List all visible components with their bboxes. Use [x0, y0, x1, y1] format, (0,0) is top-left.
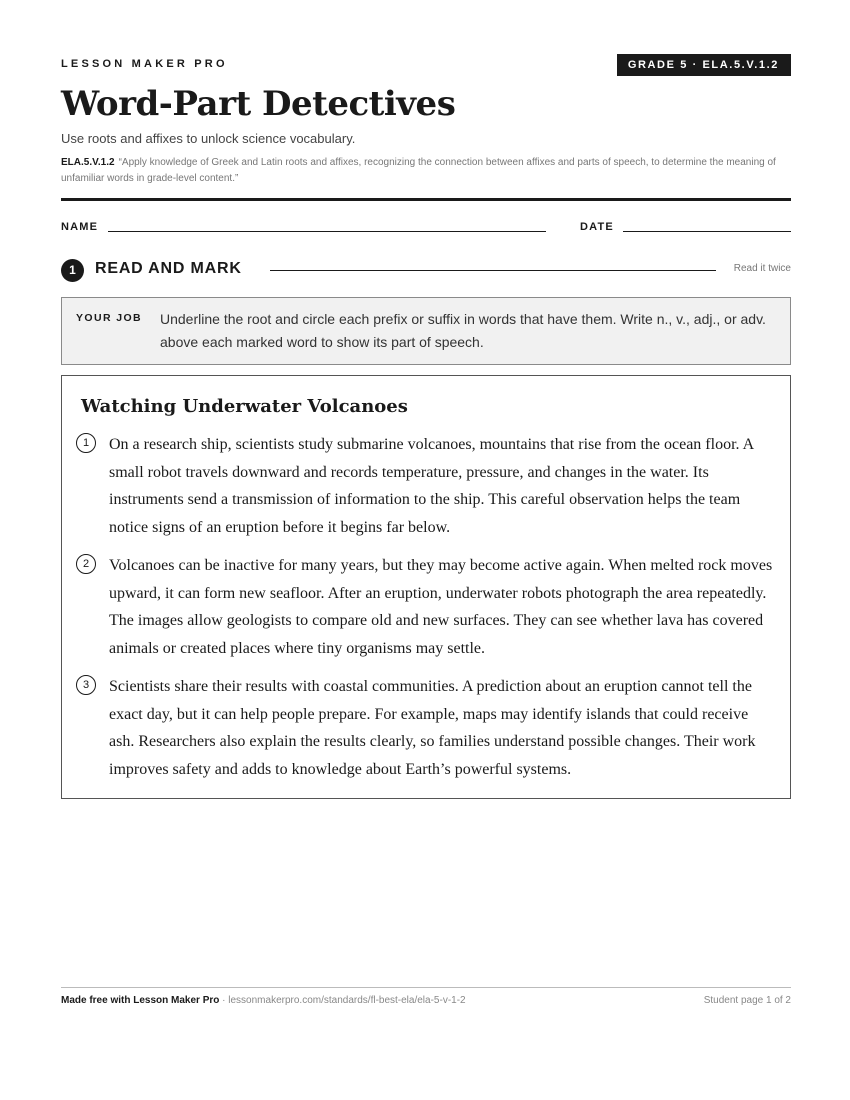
standard-code: ELA.5.V.1.2	[61, 157, 115, 168]
name-label: NAME	[61, 221, 99, 233]
standard-text: “Apply knowledge of Greek and Latin roots and affixes, recognizing the connection between affixes and parts of speech, to determine the meaning of unfamiliar words in grade-level content.”	[61, 157, 776, 184]
grade-badge: GRADE 5 · ELA.5.V.1.2	[617, 54, 791, 76]
brand-name: LESSON MAKER PRO	[61, 58, 228, 70]
section-header	[61, 258, 791, 282]
footer-page-number: Student page 1 of 2	[703, 995, 791, 1006]
footer-made-with: Made free with Lesson Maker Pro	[61, 995, 220, 1006]
section-rule	[270, 270, 716, 271]
paragraph-number: 2	[76, 554, 96, 574]
instructions-box	[61, 297, 791, 365]
passage-title: Watching Underwater Volcanoes	[81, 396, 408, 417]
worksheet-subtitle: Use roots and affixes to unlock science vocabulary.	[61, 131, 356, 146]
standard-description	[61, 155, 776, 187]
footer-credit	[61, 995, 466, 1006]
section-note: Read it twice	[733, 263, 791, 274]
worksheet-title: Word-Part Detectives	[61, 84, 456, 124]
date-field[interactable]	[623, 231, 791, 232]
name-date-row	[61, 219, 791, 235]
paragraph-number: 3	[76, 675, 96, 695]
paragraph-text: Scientists share their results with coastal communities. A prediction about an eruption cannot tell the exact day, but it can help people prepare. For example, maps may identify islands that could receive ash. Researchers also explain the results clearly, so families understand possible changes. Their work improves safety and adds to knowledge about Earth’s powerful systems.	[109, 678, 756, 778]
date-label: DATE	[580, 221, 614, 233]
header-divider	[61, 198, 791, 201]
section-number-badge: 1	[61, 259, 84, 282]
paragraph-text: On a research ship, scientists study submarine volcanoes, mountains that rise from the ocean floor. A small robot travels downward and records temperature, pressure, and changes in the water. Its instruments send a transmission of information to the ship. This careful observation helps the team notice signs of an eruption before it begins far below.	[109, 436, 754, 536]
instructions-text: Underline the root and circle each prefix or suffix in words that have them. Write n., v., adj., or adv. above each marked word to show its part of speech.	[160, 311, 766, 350]
instructions-label: YOUR JOB	[76, 312, 143, 324]
footer-url[interactable]: · lessonmakerpro.com/standards/fl-best-ela/ela-5-v-1-2	[219, 995, 466, 1006]
paragraph-number: 1	[76, 433, 96, 453]
name-field[interactable]	[108, 231, 546, 232]
section-title: READ AND MARK	[95, 260, 242, 277]
footer-divider	[61, 987, 791, 988]
paragraph-text: Volcanoes can be inactive for many years, but they may become active again. When melted rock moves upward, it can form new seafloor. After an eruption, underwater robots photograph the area repeatedly. The images allow geologists to compare old and new surfaces. They can see whether lava has covered animals or created places where tiny organisms may settle.	[109, 557, 773, 657]
reading-passage	[61, 375, 791, 799]
